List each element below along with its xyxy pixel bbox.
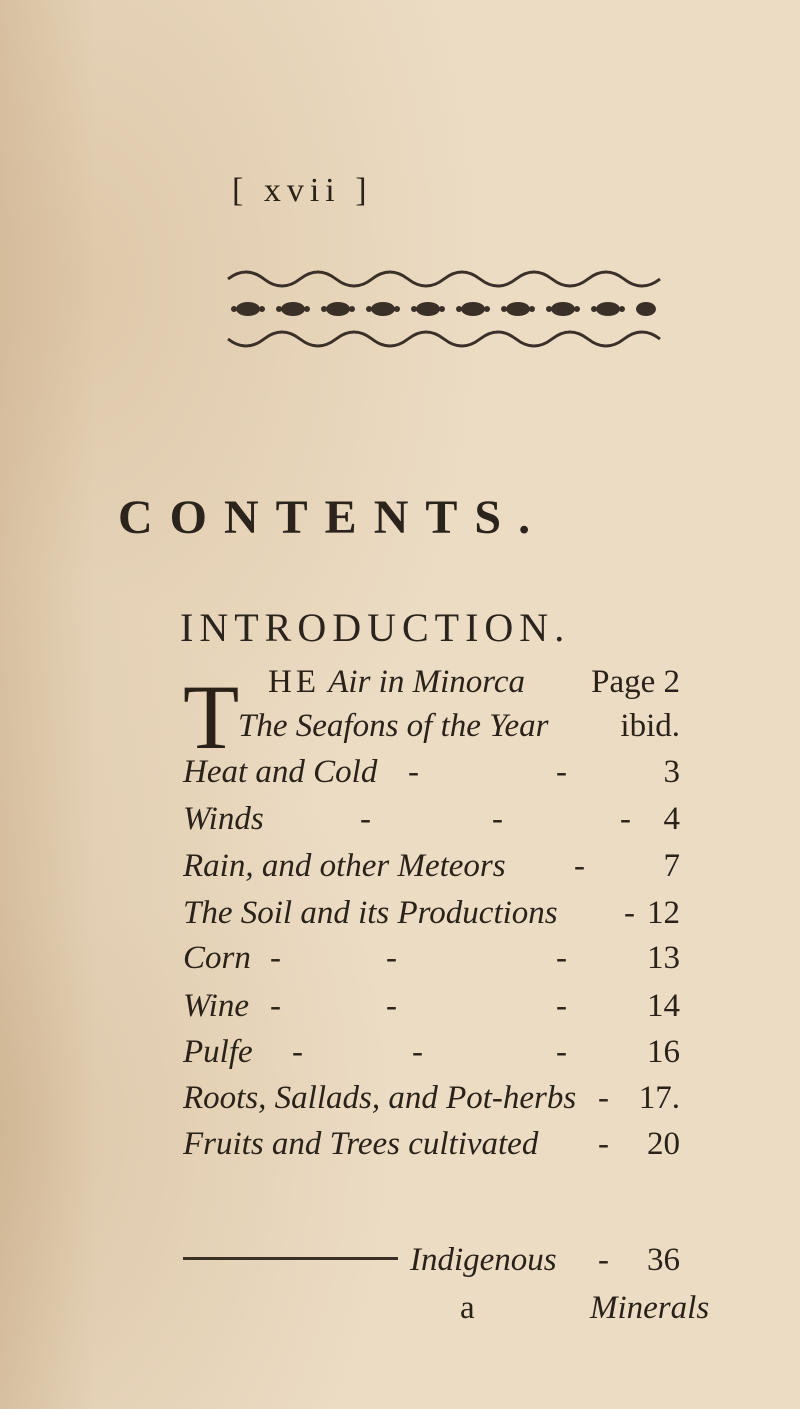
toc-entry [0, 708, 800, 752]
toc-entry-page: 16 [647, 1034, 680, 1070]
toc-entry-page: 3 [663, 754, 680, 790]
toc-entry-title: The Seafons of the Year [238, 708, 549, 744]
toc-entry-title: Fruits and Trees cultivated [183, 1126, 539, 1162]
leader-dash: - [556, 754, 567, 790]
drop-cap: T [183, 666, 240, 768]
toc-entry-page: 12 [647, 895, 680, 931]
signature-mark: a [460, 1290, 475, 1326]
leader-dash: - [574, 848, 585, 884]
toc-entry-page: 36 [647, 1242, 680, 1278]
toc-entry-page: 14 [647, 988, 680, 1024]
introduction-subheading: INTRODUCTION. [180, 605, 571, 650]
catchword: Minerals [590, 1290, 710, 1326]
toc-entry [0, 754, 800, 798]
leader-dash: - [598, 1242, 609, 1278]
toc-entry-page: 13 [647, 940, 680, 976]
leader-dash: - [624, 895, 635, 931]
leader-dash: - [598, 1080, 609, 1116]
first-entry-title: Air in Minorca [328, 664, 526, 700]
first-entry-caps: HE [268, 664, 320, 700]
toc-entry-title: Rain, and other Meteors [183, 848, 506, 884]
contents-heading: CONTENTS. [118, 491, 548, 544]
toc-entry [0, 801, 800, 845]
ditto-rule [183, 1257, 398, 1260]
page-number: 2 [663, 664, 680, 700]
toc-entry [0, 895, 800, 939]
toc-entry-title: Roots, Sallads, and Pot-herbs [183, 1080, 577, 1116]
toc-entry-title: Pulfe [183, 1034, 253, 1070]
toc-entry-title: Corn [183, 940, 251, 976]
leader-dash: - [412, 1034, 423, 1070]
leader-dash: - [556, 1034, 567, 1070]
leader-dash: - [292, 1034, 303, 1070]
leader-dash: - [556, 988, 567, 1024]
toc-entry-page: 4 [663, 801, 680, 837]
toc-entry-title: The Soil and its Productions [183, 895, 558, 931]
toc-entry-title: Wine [183, 988, 249, 1024]
toc-entry-title: Winds [183, 801, 264, 837]
toc-entry [0, 848, 800, 892]
toc-entry-page: 7 [663, 848, 680, 884]
toc-entry [0, 940, 800, 984]
leader-dash: - [270, 940, 281, 976]
leader-dash: - [360, 801, 371, 837]
leader-dash: - [408, 754, 419, 790]
toc-entry [0, 1126, 800, 1170]
leader-dash: - [492, 801, 503, 837]
toc-entry-page: ibid. [620, 708, 680, 744]
leader-dash: - [620, 801, 631, 837]
leader-dash: - [270, 988, 281, 1024]
toc-entry-page: 17. [638, 1080, 680, 1116]
first-entry-page [540, 664, 680, 701]
leader-dash: - [386, 940, 397, 976]
page-prefix: Page [591, 664, 656, 700]
leader-dash: - [598, 1126, 609, 1162]
leader-dash: - [556, 940, 567, 976]
toc-entry-title: Indigenous [410, 1242, 557, 1278]
ornamental-border [226, 265, 662, 353]
toc-entry [0, 1242, 800, 1286]
page-folio: [ xvii ] [232, 172, 373, 209]
leader-dash: - [386, 988, 397, 1024]
toc-entry [0, 988, 800, 1032]
toc-entry-title: Heat and Cold [183, 754, 378, 790]
toc-entry [0, 1034, 800, 1078]
toc-entry-page: 20 [647, 1126, 680, 1162]
toc-entry-first-page [0, 664, 800, 708]
toc-entry [0, 1080, 800, 1124]
